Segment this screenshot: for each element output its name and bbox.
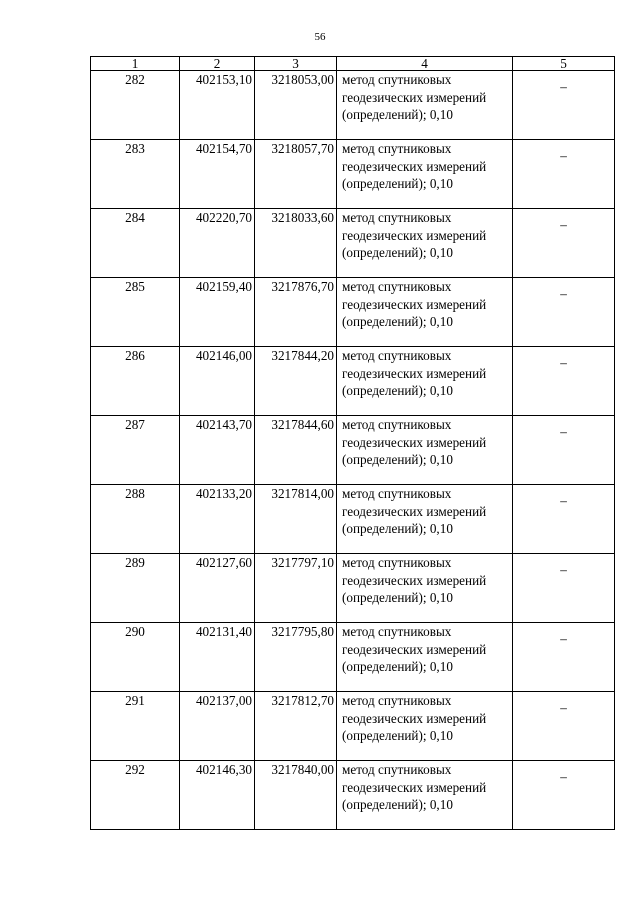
- x-coordinate-cell: 402127,60: [180, 554, 255, 623]
- method-cell: метод спутниковых геодезических измерений (определений); 0,10: [337, 761, 513, 830]
- point-number-cell: 283: [91, 140, 180, 209]
- x-coordinate-cell: 402133,20: [180, 485, 255, 554]
- column-5-cell: [513, 623, 615, 692]
- y-coordinate-cell: 3218057,70: [255, 140, 337, 209]
- y-coordinate-cell: 3217844,20: [255, 347, 337, 416]
- method-cell: метод спутниковых геодезических измерений (определений); 0,10: [337, 692, 513, 761]
- y-coordinate-cell: 3217812,70: [255, 692, 337, 761]
- dash-mark: –: [560, 562, 567, 577]
- column-5-cell: [513, 692, 615, 761]
- point-number-cell: 287: [91, 416, 180, 485]
- x-coordinate-cell: 402137,00: [180, 692, 255, 761]
- table-row: [91, 623, 615, 692]
- dash-mark: –: [560, 355, 567, 370]
- table-row: [91, 209, 615, 278]
- table-row: [91, 278, 615, 347]
- point-number-cell: 286: [91, 347, 180, 416]
- method-cell: метод спутниковых геодезических измерений (определений); 0,10: [337, 278, 513, 347]
- column-5-cell: [513, 209, 615, 278]
- dash-mark: –: [560, 286, 567, 301]
- method-cell: метод спутниковых геодезических измерений (определений); 0,10: [337, 140, 513, 209]
- column-header-3: 3: [255, 57, 337, 71]
- x-coordinate-cell: 402131,40: [180, 623, 255, 692]
- point-number-cell: 285: [91, 278, 180, 347]
- method-cell: метод спутниковых геодезических измерений (определений); 0,10: [337, 71, 513, 140]
- column-5-cell: [513, 278, 615, 347]
- dash-mark: –: [560, 631, 567, 646]
- page-number: 56: [314, 31, 326, 43]
- method-cell: метод спутниковых геодезических измерений (определений); 0,10: [337, 485, 513, 554]
- dash-mark: –: [560, 424, 567, 439]
- dash-mark: –: [560, 700, 567, 715]
- table-row: [91, 416, 615, 485]
- dash-mark: –: [560, 769, 567, 784]
- column-5-cell: [513, 485, 615, 554]
- table-row: [91, 71, 615, 140]
- point-number-cell: 290: [91, 623, 180, 692]
- dash-mark: –: [560, 79, 567, 94]
- x-coordinate-cell: 402153,10: [180, 71, 255, 140]
- column-5-cell: [513, 761, 615, 830]
- table-row: [91, 347, 615, 416]
- y-coordinate-cell: 3217814,00: [255, 485, 337, 554]
- column-header-5: 5: [513, 57, 615, 71]
- x-coordinate-cell: 402154,70: [180, 140, 255, 209]
- x-coordinate-cell: 402143,70: [180, 416, 255, 485]
- dash-mark: –: [560, 493, 567, 508]
- method-cell: метод спутниковых геодезических измерений (определений); 0,10: [337, 416, 513, 485]
- table-row: [91, 485, 615, 554]
- y-coordinate-cell: 3217876,70: [255, 278, 337, 347]
- point-number-cell: 288: [91, 485, 180, 554]
- y-coordinate-cell: 3218033,60: [255, 209, 337, 278]
- method-cell: метод спутниковых геодезических измерений (определений); 0,10: [337, 209, 513, 278]
- method-cell: метод спутниковых геодезических измерений (определений); 0,10: [337, 554, 513, 623]
- column-5-cell: [513, 71, 615, 140]
- point-number-cell: 282: [91, 71, 180, 140]
- column-5-cell: [513, 416, 615, 485]
- table-row: [91, 761, 615, 830]
- point-number-cell: 289: [91, 554, 180, 623]
- x-coordinate-cell: 402146,00: [180, 347, 255, 416]
- column-header-1: 1: [91, 57, 180, 71]
- dash-mark: –: [560, 217, 567, 232]
- table-row: [91, 140, 615, 209]
- x-coordinate-cell: 402159,40: [180, 278, 255, 347]
- method-cell: метод спутниковых геодезических измерений (определений); 0,10: [337, 623, 513, 692]
- column-5-cell: [513, 140, 615, 209]
- coordinates-table: [90, 56, 615, 830]
- x-coordinate-cell: 402146,30: [180, 761, 255, 830]
- y-coordinate-cell: 3217844,60: [255, 416, 337, 485]
- column-header-4: 4: [337, 57, 513, 71]
- y-coordinate-cell: 3217797,10: [255, 554, 337, 623]
- point-number-cell: 291: [91, 692, 180, 761]
- y-coordinate-cell: 3218053,00: [255, 71, 337, 140]
- point-number-cell: 284: [91, 209, 180, 278]
- table-row: [91, 692, 615, 761]
- header-row: [91, 57, 615, 71]
- column-header-2: 2: [180, 57, 255, 71]
- point-number-cell: 292: [91, 761, 180, 830]
- y-coordinate-cell: 3217795,80: [255, 623, 337, 692]
- method-cell: метод спутниковых геодезических измерений (определений); 0,10: [337, 347, 513, 416]
- dash-mark: –: [560, 148, 567, 163]
- y-coordinate-cell: 3217840,00: [255, 761, 337, 830]
- column-5-cell: [513, 554, 615, 623]
- table-row: [91, 554, 615, 623]
- x-coordinate-cell: 402220,70: [180, 209, 255, 278]
- column-5-cell: [513, 347, 615, 416]
